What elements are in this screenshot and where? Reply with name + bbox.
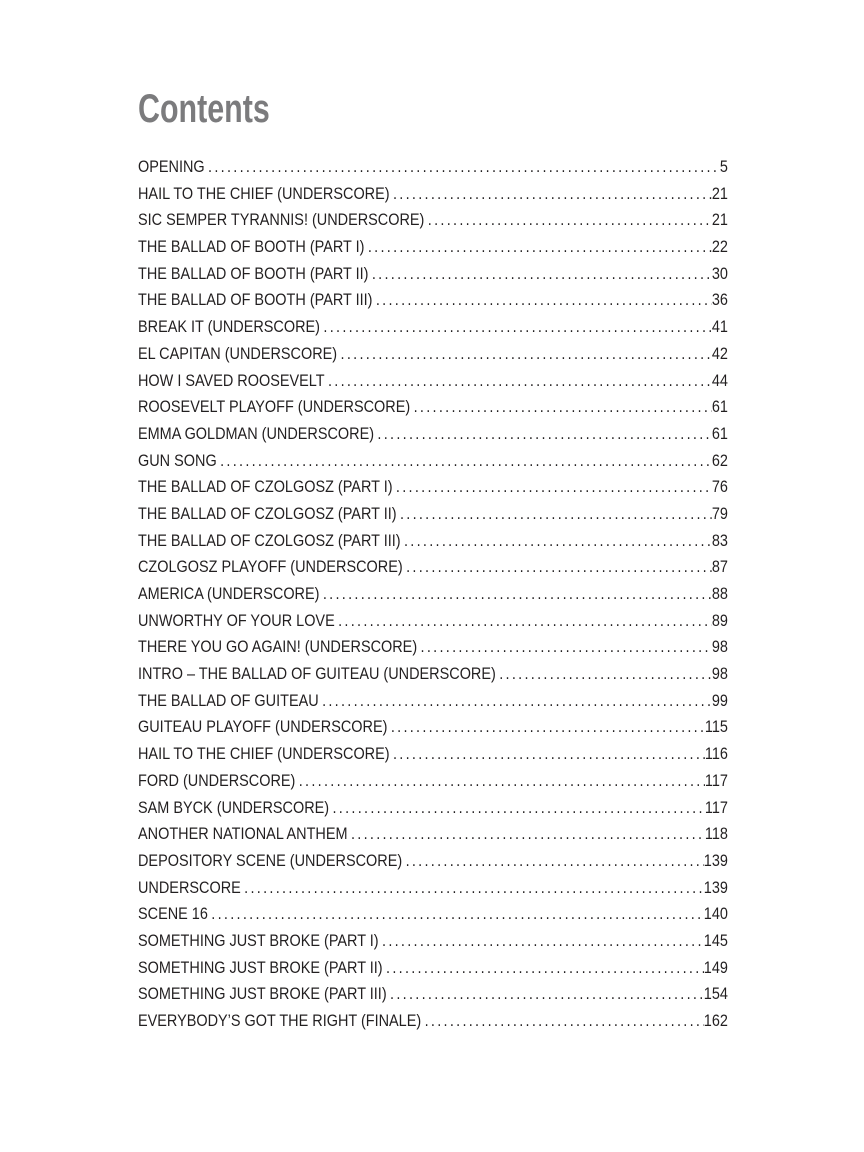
toc-entry-page: 88: [711, 584, 728, 603]
dot-leader: [341, 341, 712, 368]
toc-entry-page: 98: [711, 637, 728, 657]
toc-entry: [138, 261, 728, 288]
toc-entry-title: UNWORTHY OF YOUR LOVE: [138, 610, 335, 630]
toc-entry-page: 87: [711, 557, 728, 577]
dot-leader: [377, 421, 711, 448]
toc-entry: [138, 368, 728, 395]
dot-leader: [299, 768, 705, 795]
toc-entry-page: 21: [711, 210, 728, 230]
toc-entry-page: 140: [703, 904, 728, 924]
toc-entry-title: THE BALLAD OF BOOTH (PART III): [138, 290, 373, 310]
page-title: Contents: [138, 87, 270, 131]
toc-entry-page: 36: [711, 290, 728, 310]
toc-entry-page: 41: [711, 317, 728, 337]
toc-entry-title: HAIL TO THE CHIEF (UNDERSCORE): [138, 744, 390, 764]
toc-entry: [138, 875, 728, 902]
toc-entry-title: CZOLGOSZ PLAYOFF (UNDERSCORE): [138, 557, 403, 577]
toc-entry-page: 99: [711, 690, 728, 710]
toc-entry-title: HOW I SAVED ROOSEVELT: [138, 370, 325, 390]
toc-entry-page: 42: [711, 343, 728, 363]
toc-entry-page: 44: [711, 370, 728, 390]
toc-entry: [138, 154, 728, 181]
toc-entry: [138, 181, 728, 208]
toc-entry-page: 116: [704, 744, 728, 764]
dot-leader: [406, 554, 712, 581]
dot-leader: [425, 1008, 704, 1035]
dot-leader: [323, 581, 712, 608]
toc-entry-page: 139: [703, 877, 728, 897]
dot-leader: [244, 875, 704, 902]
table-of-contents: [138, 154, 728, 1035]
dot-leader: [328, 368, 712, 395]
toc-entry: [138, 448, 728, 475]
toc-entry-page: 149: [703, 957, 728, 977]
toc-entry-title: SAM BYCK (UNDERSCORE): [138, 797, 330, 817]
dot-leader: [499, 661, 712, 688]
toc-entry: [138, 234, 728, 261]
toc-entry: [138, 901, 728, 928]
toc-entry: [138, 981, 728, 1008]
toc-entry: [138, 634, 728, 661]
toc-entry: [138, 1008, 728, 1035]
toc-entry-title: THE BALLAD OF CZOLGOSZ (PART III): [138, 530, 401, 550]
toc-entry: [138, 928, 728, 955]
toc-entry-page: 30: [711, 263, 728, 283]
dot-leader: [391, 714, 705, 741]
toc-entry: [138, 661, 728, 688]
dot-leader: [393, 741, 705, 768]
toc-entry-title: AMERICA (UNDERSCORE): [138, 584, 320, 603]
toc-entry-title: SOMETHING JUST BROKE (PART II): [138, 957, 383, 977]
dot-leader: [404, 528, 712, 555]
toc-entry-page: 98: [711, 664, 728, 684]
toc-entry: [138, 554, 728, 581]
toc-entry-title: UNDERSCORE: [138, 877, 241, 897]
dot-leader: [208, 154, 720, 181]
dot-leader: [414, 394, 712, 421]
toc-entry-title: EL CAPITAN (UNDERSCORE): [138, 343, 338, 363]
toc-entry-page: 22: [711, 237, 728, 257]
toc-entry-title: THE BALLAD OF BOOTH (PART II): [138, 263, 369, 283]
toc-entry-title: HAIL TO THE CHIEF (UNDERSCORE): [138, 183, 390, 203]
toc-entry: [138, 714, 728, 741]
toc-entry-page: 5: [719, 157, 728, 176]
toc-entry-page: 139: [703, 850, 728, 870]
dot-leader: [393, 181, 712, 208]
toc-entry-title: THE BALLAD OF BOOTH (PART I): [138, 237, 365, 257]
toc-entry: [138, 581, 728, 608]
toc-entry-page: 79: [711, 503, 728, 523]
dot-leader: [400, 501, 712, 528]
toc-entry-title: GUN SONG: [138, 450, 217, 470]
toc-entry-title: SCENE 16: [138, 904, 208, 924]
toc-entry-page: 162: [703, 1011, 728, 1030]
toc-entry-page: 61: [711, 397, 728, 417]
toc-entry-page: 62: [711, 450, 728, 470]
dot-leader: [396, 474, 712, 501]
toc-entry-title: THERE YOU GO AGAIN! (UNDERSCORE): [138, 637, 418, 657]
toc-entry: [138, 768, 728, 795]
dot-leader: [323, 314, 711, 341]
toc-entry-page: 117: [704, 770, 728, 790]
toc-entry-title: THE BALLAD OF CZOLGOSZ (PART II): [138, 503, 397, 523]
toc-entry-title: BREAK IT (UNDERSCORE): [138, 317, 320, 337]
toc-entry-title: INTRO – THE BALLAD OF GUITEAU (UNDERSCORE): [138, 664, 496, 684]
toc-entry-title: EMMA GOLDMAN (UNDERSCORE): [138, 423, 375, 443]
toc-entry: [138, 341, 728, 368]
toc-entry-page: 118: [704, 824, 728, 844]
toc-entry-page: 89: [711, 610, 728, 630]
dot-leader: [376, 287, 712, 314]
toc-entry: [138, 207, 728, 234]
dot-leader: [386, 955, 704, 982]
dot-leader: [322, 688, 712, 715]
dot-leader: [406, 848, 704, 875]
dot-leader: [332, 795, 704, 822]
dot-leader: [338, 608, 712, 635]
toc-entry-page: 115: [704, 717, 728, 737]
dot-leader: [220, 448, 712, 475]
toc-entry: [138, 821, 728, 848]
dot-leader: [368, 234, 712, 261]
toc-entry-title: OPENING: [138, 157, 205, 176]
toc-entry-title: THE BALLAD OF GUITEAU: [138, 690, 319, 710]
dot-leader: [421, 634, 712, 661]
toc-entry: [138, 394, 728, 421]
toc-entry: [138, 955, 728, 982]
toc-entry: [138, 741, 728, 768]
toc-entry-page: 21: [711, 183, 728, 203]
toc-entry-page: 83: [711, 530, 728, 550]
toc-entry: [138, 314, 728, 341]
toc-entry-title: EVERYBODY’S GOT THE RIGHT (FINALE): [138, 1011, 422, 1030]
toc-entry-page: 61: [711, 423, 728, 443]
toc-entry-page: 76: [711, 477, 728, 497]
dot-leader: [211, 901, 704, 928]
toc-entry-title: SOMETHING JUST BROKE (PART III): [138, 984, 387, 1004]
toc-entry-page: 145: [703, 930, 728, 950]
dot-leader: [351, 821, 705, 848]
toc-entry-title: FORD (UNDERSCORE): [138, 770, 296, 790]
toc-entry: [138, 474, 728, 501]
toc-entry-title: THE BALLAD OF CZOLGOSZ (PART I): [138, 477, 393, 497]
toc-entry-title: ROOSEVELT PLAYOFF (UNDERSCORE): [138, 397, 411, 417]
toc-entry: [138, 421, 728, 448]
toc-entry-title: SOMETHING JUST BROKE (PART I): [138, 930, 379, 950]
dot-leader: [382, 928, 704, 955]
toc-entry: [138, 608, 728, 635]
toc-entry: [138, 287, 728, 314]
toc-entry-title: ANOTHER NATIONAL ANTHEM: [138, 824, 348, 844]
toc-entry: [138, 528, 728, 555]
toc-entry: [138, 501, 728, 528]
toc-entry: [138, 795, 728, 822]
toc-entry: [138, 848, 728, 875]
dot-leader: [428, 207, 712, 234]
toc-entry-title: SIC SEMPER TYRANNIS! (UNDERSCORE): [138, 210, 425, 230]
toc-entry: [138, 688, 728, 715]
toc-entry-page: 154: [703, 984, 728, 1004]
dot-leader: [390, 981, 704, 1008]
toc-entry-title: DEPOSITORY SCENE (UNDERSCORE): [138, 850, 403, 870]
toc-entry-page: 117: [704, 797, 728, 817]
toc-entry-title: GUITEAU PLAYOFF (UNDERSCORE): [138, 717, 388, 737]
dot-leader: [372, 261, 712, 288]
